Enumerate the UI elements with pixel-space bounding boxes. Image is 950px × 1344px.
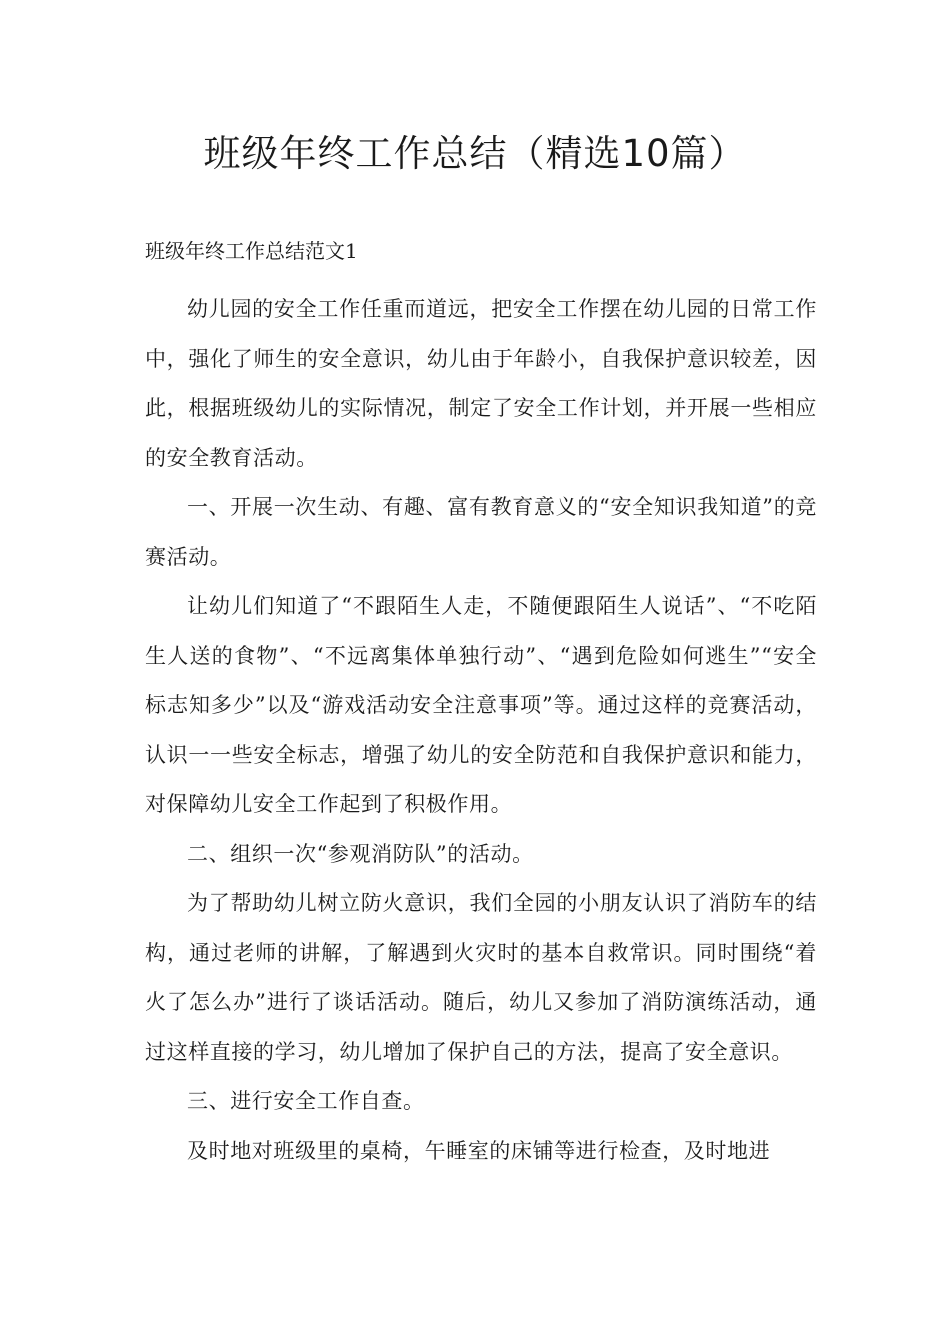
paragraph-item-2-heading: 二、组织一次“参观消防队”的活动。 [187, 841, 534, 866]
paragraph-item-1-body: 让幼儿们知道了“不跟陌生人走，不随便跟陌生人说话”、“不吃陌生人送的食物”、“不远离集体单独行动”、“遇到危险如何逃生”“安全标志知多少”以及“游戏活动安全注意事项”等。通过这样的竞赛活动，认识一一些安全标志，增强了幼儿的安全防范和自我保护意识和能力，对保障幼儿安全工作起到了积极作用。 [145, 594, 817, 816]
paragraph-item-3-heading: 三、进行安全工作自查。 [187, 1089, 425, 1113]
document-title: 班级年终工作总结（精选10篇） [203, 132, 747, 175]
document-body [145, 285, 817, 1176]
paragraph-item-2-body: 为了帮助幼儿树立防火意识，我们全园的小朋友认识了消防车的结构，通过老师的讲解，了解遇到火灾时的基本自救常识。同时围绕“着火了怎么办”进行了谈话活动。随后，幼儿又参加了消防演练活动，通过这样直接的学习，幼儿增加了保护自己的方法，提高了安全意识。 [145, 891, 817, 1064]
paragraph-item-1-heading: 一、开展一次生动、有趣、富有教育意义的“安全知识我知道”的竞赛活动。 [145, 495, 817, 569]
paragraph-intro: 幼儿园的安全工作任重而道远，把安全工作摆在幼儿园的日常工作中，强化了师生的安全意识，幼儿由于年龄小，自我保护意识较差，因此，根据班级幼儿的实际情况，制定了安全工作计划，并开展一些相应的安全教育活动。 [145, 297, 817, 470]
paragraph-item-3-body: 及时地对班级里的桌椅，午睡室的床铺等进行检查，及时地进 [187, 1138, 771, 1163]
section-heading: 班级年终工作总结范文1 [145, 239, 358, 263]
